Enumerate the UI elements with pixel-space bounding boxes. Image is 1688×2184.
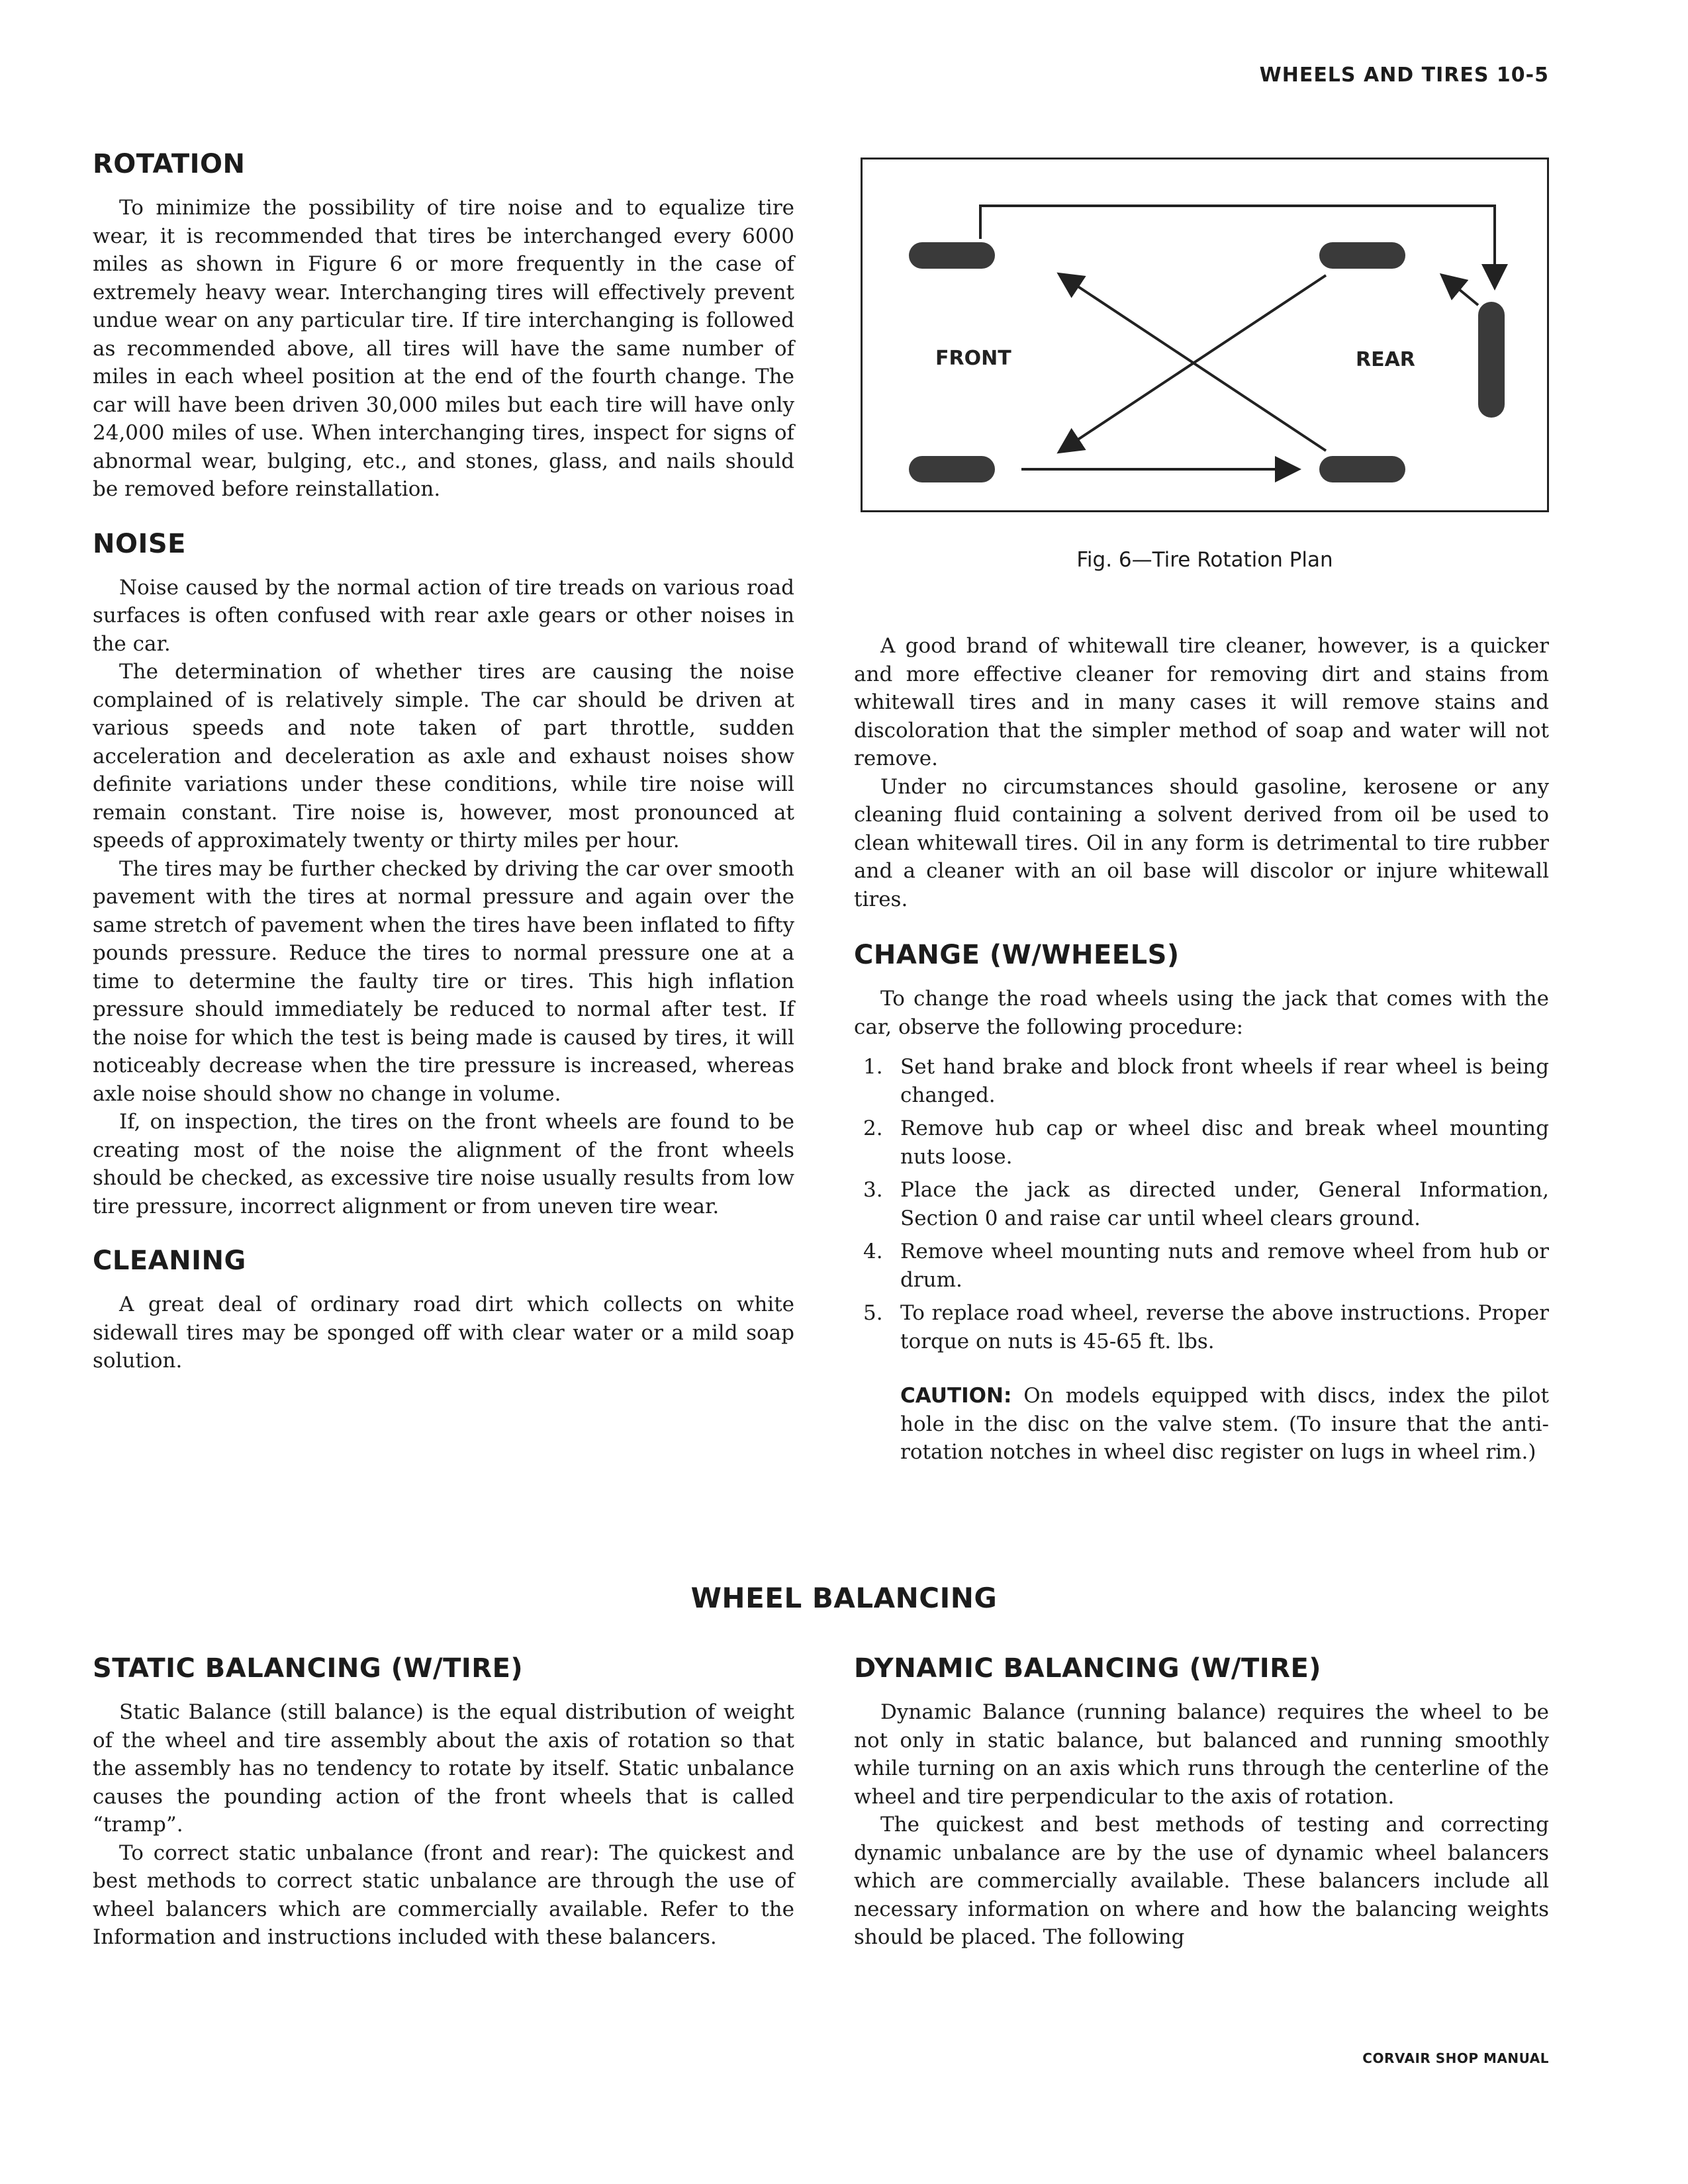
change-steps (854, 1053, 1549, 1355)
change-section (854, 940, 1549, 1467)
tire-rotation-diagram (863, 159, 1547, 510)
cleaning-paragraph: A good brand of whitewall tire cleaner, however, is a quicker and more effective cleaner for removing dirt and stains from whitewall tires and in many cases it will remove stains and discoloration that the simpler method of soap and water will not remove. (854, 634, 1549, 770)
noise-paragraph: The determination of whether tires are causing the noise complained of is relatively simple. The car should be driven at various speeds and note taken of part throttle, sudden acceleration and deceleration as axle and exhaust noises show definite variations under these conditions, while tire noise will remain constant. Tire noise is, however, most pronounced at speeds of approximately twenty or thirty miles per hour. (93, 660, 794, 852)
caution-text: On models equipped with discs, index the pilot hole in the disc on the valve stem. (To insure that the anti-rotation notches in wheel disc register on lugs in wheel rim.) (900, 1384, 1549, 1464)
spare-tire-shape (1478, 302, 1505, 418)
tire-rotation-figure (861, 158, 1549, 512)
noise-paragraph: If, on inspection, the tires on the front wheels are found to be creating most of the noise the alignment of the front wheels should be checked, as excessive tire noise usually results from low tire pressure, incorrect alignment or from uneven tire wear. (93, 1110, 794, 1218)
wheel-balancing-title: WHEEL BALANCING (690, 1582, 998, 1614)
front-to-spare-arrow (980, 206, 1495, 285)
rotation-section (93, 149, 794, 504)
static-paragraph: Static Balance (still balance) is the equal distribution of weight of the wheel and tire assembly about the axis of rotation so that the assembly has no tendency to rotate by itself. Static unbalance causes the pounding action of the front wheels that is called “tramp”. (93, 1700, 794, 1837)
front-label: FRONT (935, 347, 1011, 370)
step-item (854, 1115, 1549, 1171)
noise-paragraph: The tires may be further checked by driving the car over smooth pavement with the tires at normal pressure and again over the same stretch of pavement when the tires have been inflated to fifty pounds pressure. Reduce the tires to normal pressure one at a time to determine the faulty tire or tires. This high inflation pressure should immediately be reduced to normal after test. If the noise for which the test is being made is caused by tires, it will noticeably decrease when the tire pressure is increased, whereas axle noise should show no change in volume. (93, 856, 794, 1106)
step-number: 2. (863, 1116, 883, 1140)
cleaning-paragraph: A great deal of ordinary road dirt which collects on white sidewall tires may be sponged off with clear water or a mild soap solution. (93, 1293, 794, 1373)
dynamic-paragraph: The quickest and best methods of testing and correcting dynamic unbalance are by the use of dynamic wheel balancers which are commercially available. These balancers include all necessary information on where and how the balancing weights should be placed. The following (854, 1813, 1549, 1949)
caution-label: CAUTION: (900, 1384, 1012, 1408)
noise-section (93, 529, 794, 1221)
figure-caption: Fig. 6—Tire Rotation Plan (1076, 548, 1333, 572)
change-heading: CHANGE (W/WHEELS) (854, 940, 1180, 970)
static-balancing-section (93, 1653, 794, 1952)
step-text: Remove wheel mounting nuts and remove wheel from hub or drum. (900, 1240, 1549, 1292)
rear-label: REAR (1356, 348, 1415, 371)
step-item (854, 1238, 1549, 1294)
dynamic-balancing-section (854, 1653, 1549, 1952)
step-number: 4. (863, 1240, 883, 1263)
step-item (854, 1053, 1549, 1109)
step-item (854, 1176, 1549, 1232)
static-heading: STATIC BALANCING (W/TIRE) (93, 1653, 524, 1684)
step-text: Place the jack as directed under, General Information, Section 0 and raise car until wheel clears ground. (900, 1178, 1549, 1230)
right-column (854, 632, 1549, 1467)
rear-left-tire-shape (1319, 242, 1405, 269)
step-text: To replace road wheel, reverse the above instructions. Proper torque on nuts is 45-65 ft. lbs. (900, 1301, 1549, 1353)
cleaning-paragraph: Under no circumstances should gasoline, kerosene or any cleaning fluid containing a solvent derived from oil be used to clean whitewall tires. Oil in any form is detrimental to tire rubber and a cleaner with an oil base will discolor or injure whitewall tires. (854, 774, 1549, 911)
front-right-tire-shape (909, 456, 995, 482)
page-footer: CORVAIR SHOP MANUAL (1362, 2050, 1549, 2066)
left-column (93, 149, 794, 1375)
step-number: 5. (863, 1301, 883, 1325)
change-intro: To change the road wheels using the jack that comes with the car, observe the following procedure: (854, 987, 1549, 1039)
static-paragraph: To correct static unbalance (front and rear): The quickest and best methods to correct static unbalance are through the use of wheel balancers which are commercially available. Refer to the Information and instructions included with these balancers. (93, 1841, 794, 1949)
caution-note (900, 1382, 1549, 1467)
dynamic-paragraph: Dynamic Balance (running balance) requires the wheel to be not only in static balance, but balanced and running smoothly while turning on an axis which runs through the centerline of the wheel and tire perpendicular to the axis of rotation. (854, 1700, 1549, 1809)
step-number: 1. (863, 1055, 883, 1079)
step-item (854, 1299, 1549, 1355)
cleaning-heading: CLEANING (93, 1246, 246, 1276)
spare-to-rear-arrow (1444, 277, 1478, 305)
noise-paragraph: Noise caused by the normal action of tire treads on various road surfaces is often confused with rear axle gears or other noises in the car. (93, 575, 794, 656)
rotation-paragraph: To minimize the possibility of tire noise and to equalize tire wear, it is recommended that tires be interchanged every 6000 miles as shown in Figure 6 or more frequently in the case of extremely heavy wear. Interchanging tires will effectively prevent undue wear on any particular tire. If tire interchanging is followed as recommended above, all tires will have the same number of miles in each wheel position at the end of the fourth change. The car will have been driven 30,000 miles but each tire will have only 24,000 miles of use. When interchanging tires, inspect for signs of abnormal wear, bulging, etc., and stones, glass, and nails should be removed before reinstallation. (93, 196, 794, 501)
page-header: WHEELS AND TIRES 10-5 (1259, 64, 1549, 87)
step-text: Remove hub cap or wheel disc and break wheel mounting nuts loose. (900, 1116, 1549, 1169)
step-number: 3. (863, 1178, 883, 1202)
dynamic-heading: DYNAMIC BALANCING (W/TIRE) (854, 1653, 1322, 1684)
front-left-tire-shape (909, 242, 995, 269)
noise-heading: NOISE (93, 528, 186, 559)
rear-right-tire-shape (1319, 456, 1405, 482)
rotation-heading: ROTATION (93, 149, 246, 179)
step-text: Set hand brake and block front wheels if rear wheel is being changed. (900, 1055, 1549, 1107)
cleaning-section (93, 1246, 794, 1375)
